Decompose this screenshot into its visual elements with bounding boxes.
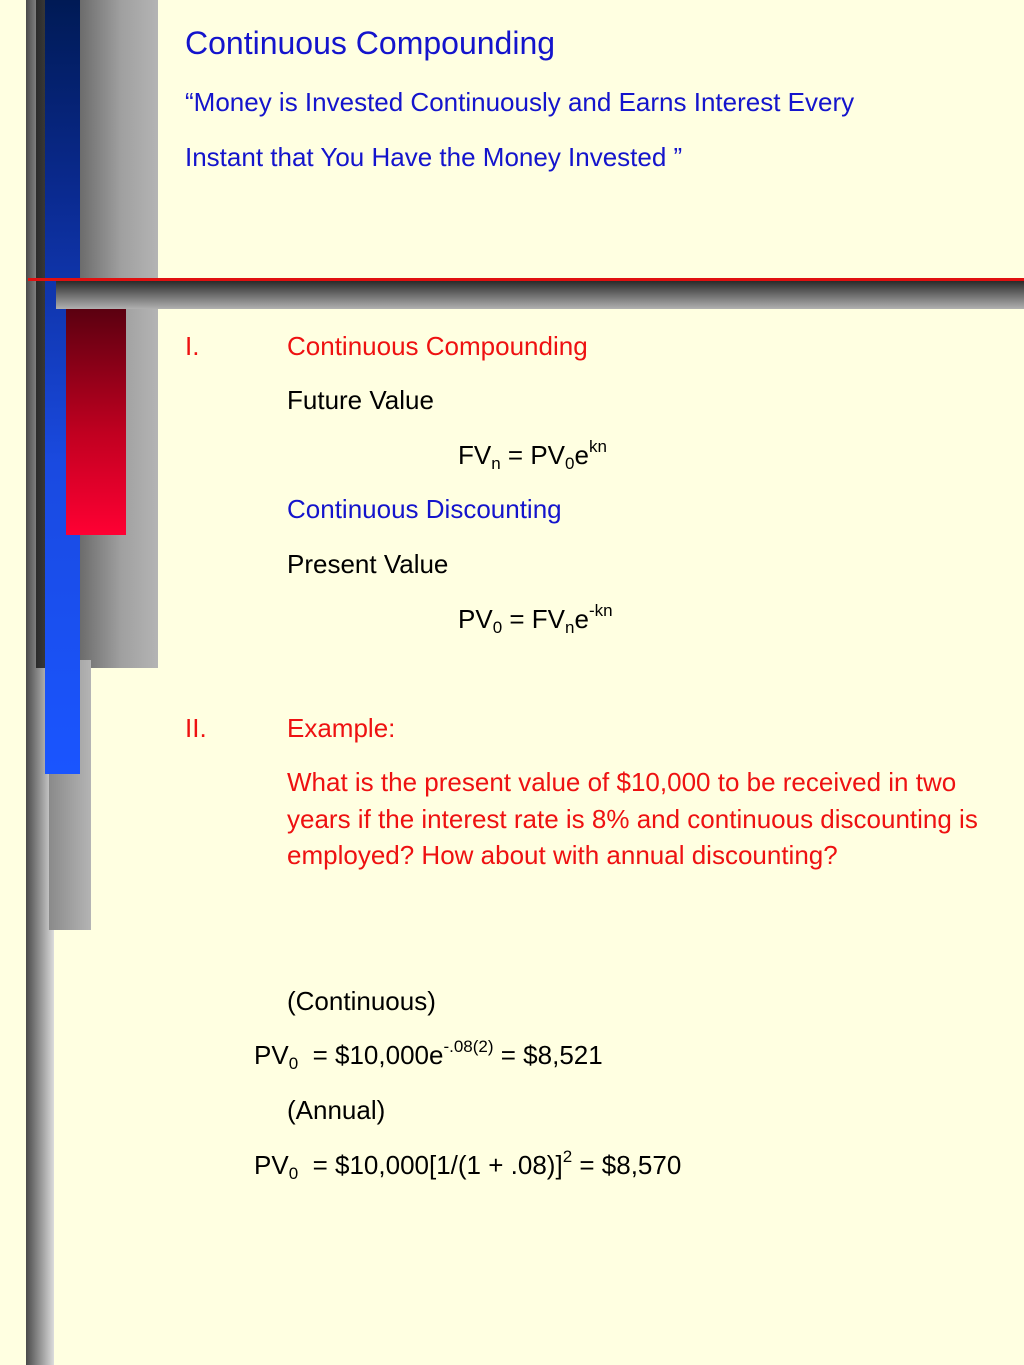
- section-2-heading: Example:: [287, 713, 396, 743]
- future-value-formula: $FV_n = PV_0e^{kn}$: [458, 437, 607, 473]
- section-1-heading: Continuous Compounding: [287, 331, 588, 361]
- continuous-discounting-heading: Continuous Discounting: [287, 494, 562, 524]
- quote-line-1: “Money is Invested Continuously and Earns Interest Every: [185, 87, 855, 117]
- decor-red-bar: [66, 308, 126, 535]
- decor-red-rule: [28, 278, 1024, 281]
- annual-calculation: $PV_0$ = $10,000[1/(1 + .08)]$^2$ = $8,570: [254, 1147, 682, 1183]
- continuous-label: (Continuous): [287, 986, 436, 1016]
- future-value-label: Future Value: [287, 385, 434, 415]
- quote-line-2: Instant that You Have the Money Invested ”: [185, 142, 683, 172]
- present-value-label: Present Value: [287, 549, 449, 579]
- slide-title: Continuous Compounding: [185, 25, 556, 61]
- example-question: What is the present value of $10,000 to be received in two years if the interest rate is 8% and continuous discounting is employed? How about with annual discounting?: [287, 767, 978, 870]
- present-value-formula: $PV_0 = FV_ne^{-kn}$: [458, 601, 613, 637]
- annual-label: (Annual): [287, 1095, 386, 1125]
- continuous-calculation: $PV_0$ = $\$10,000e^{-.08(2)}$ = $8,521: [254, 1037, 603, 1073]
- section-2-numeral: II.: [185, 713, 207, 743]
- section-1-numeral: I.: [185, 331, 200, 361]
- decor-horizontal-bar: [56, 281, 1024, 309]
